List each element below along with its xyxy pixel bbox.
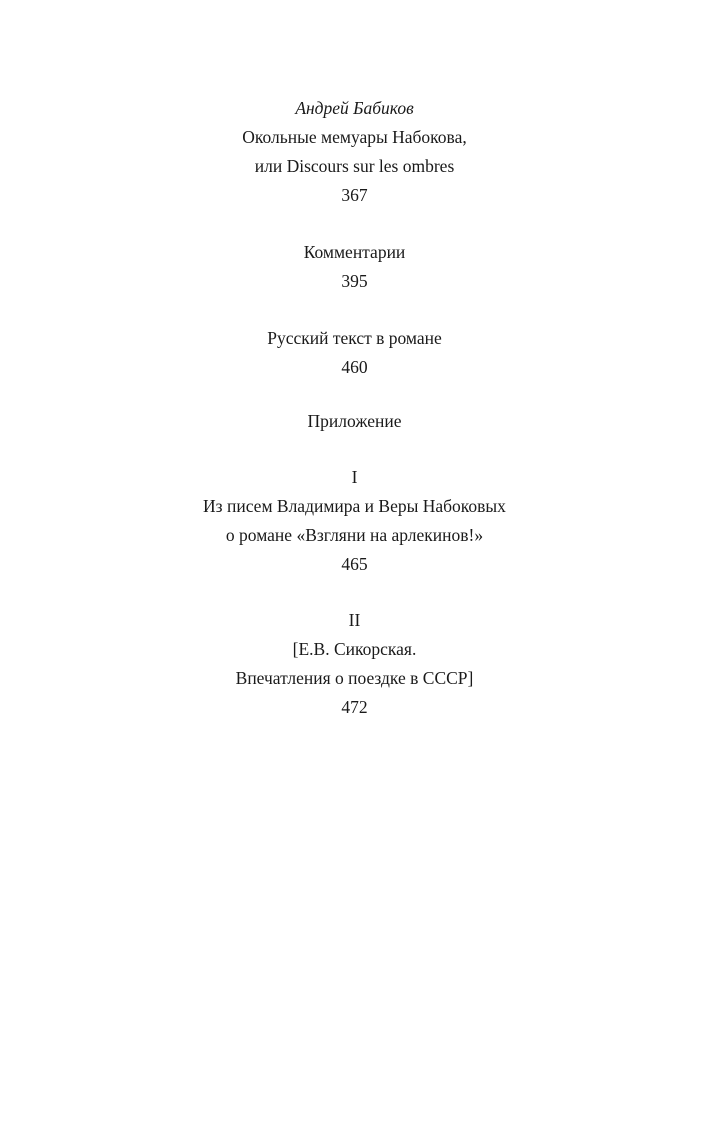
essay-title-line-1: Окольные мемуары Набокова, — [242, 127, 467, 147]
essay-title-line-2: или Discours sur les ombres — [254, 156, 455, 176]
russian-text-page-number: 460 — [341, 357, 368, 377]
appendix-part-1-title-line-2: о романе «Взгляни на арлекинов!» — [225, 525, 484, 545]
appendix-part-1-page-number: 465 — [341, 554, 368, 574]
appendix-part-1-title-line-1: Из писем Владимира и Веры Набоковых — [203, 496, 506, 516]
commentary-page-number: 395 — [341, 271, 368, 291]
russian-text-title: Русский текст в романе — [267, 328, 442, 348]
table-of-contents — [0, 94, 709, 722]
appendix-part-2-numeral: II — [348, 610, 361, 630]
appendix-part-2-page-number: 472 — [341, 697, 368, 717]
commentary-title: Комментарии — [303, 242, 406, 262]
appendix-part-2-title-line-1: [Е.В. Сикорская. — [292, 639, 417, 659]
essay-author: Андрей Бабиков — [295, 98, 414, 118]
appendix-part-1-numeral: I — [351, 467, 358, 487]
appendix-title: Приложение — [307, 411, 402, 431]
appendix-part-2-title-line-2: Впечатления о поездке в СССР] — [235, 668, 474, 688]
essay-page-number: 367 — [341, 185, 368, 205]
